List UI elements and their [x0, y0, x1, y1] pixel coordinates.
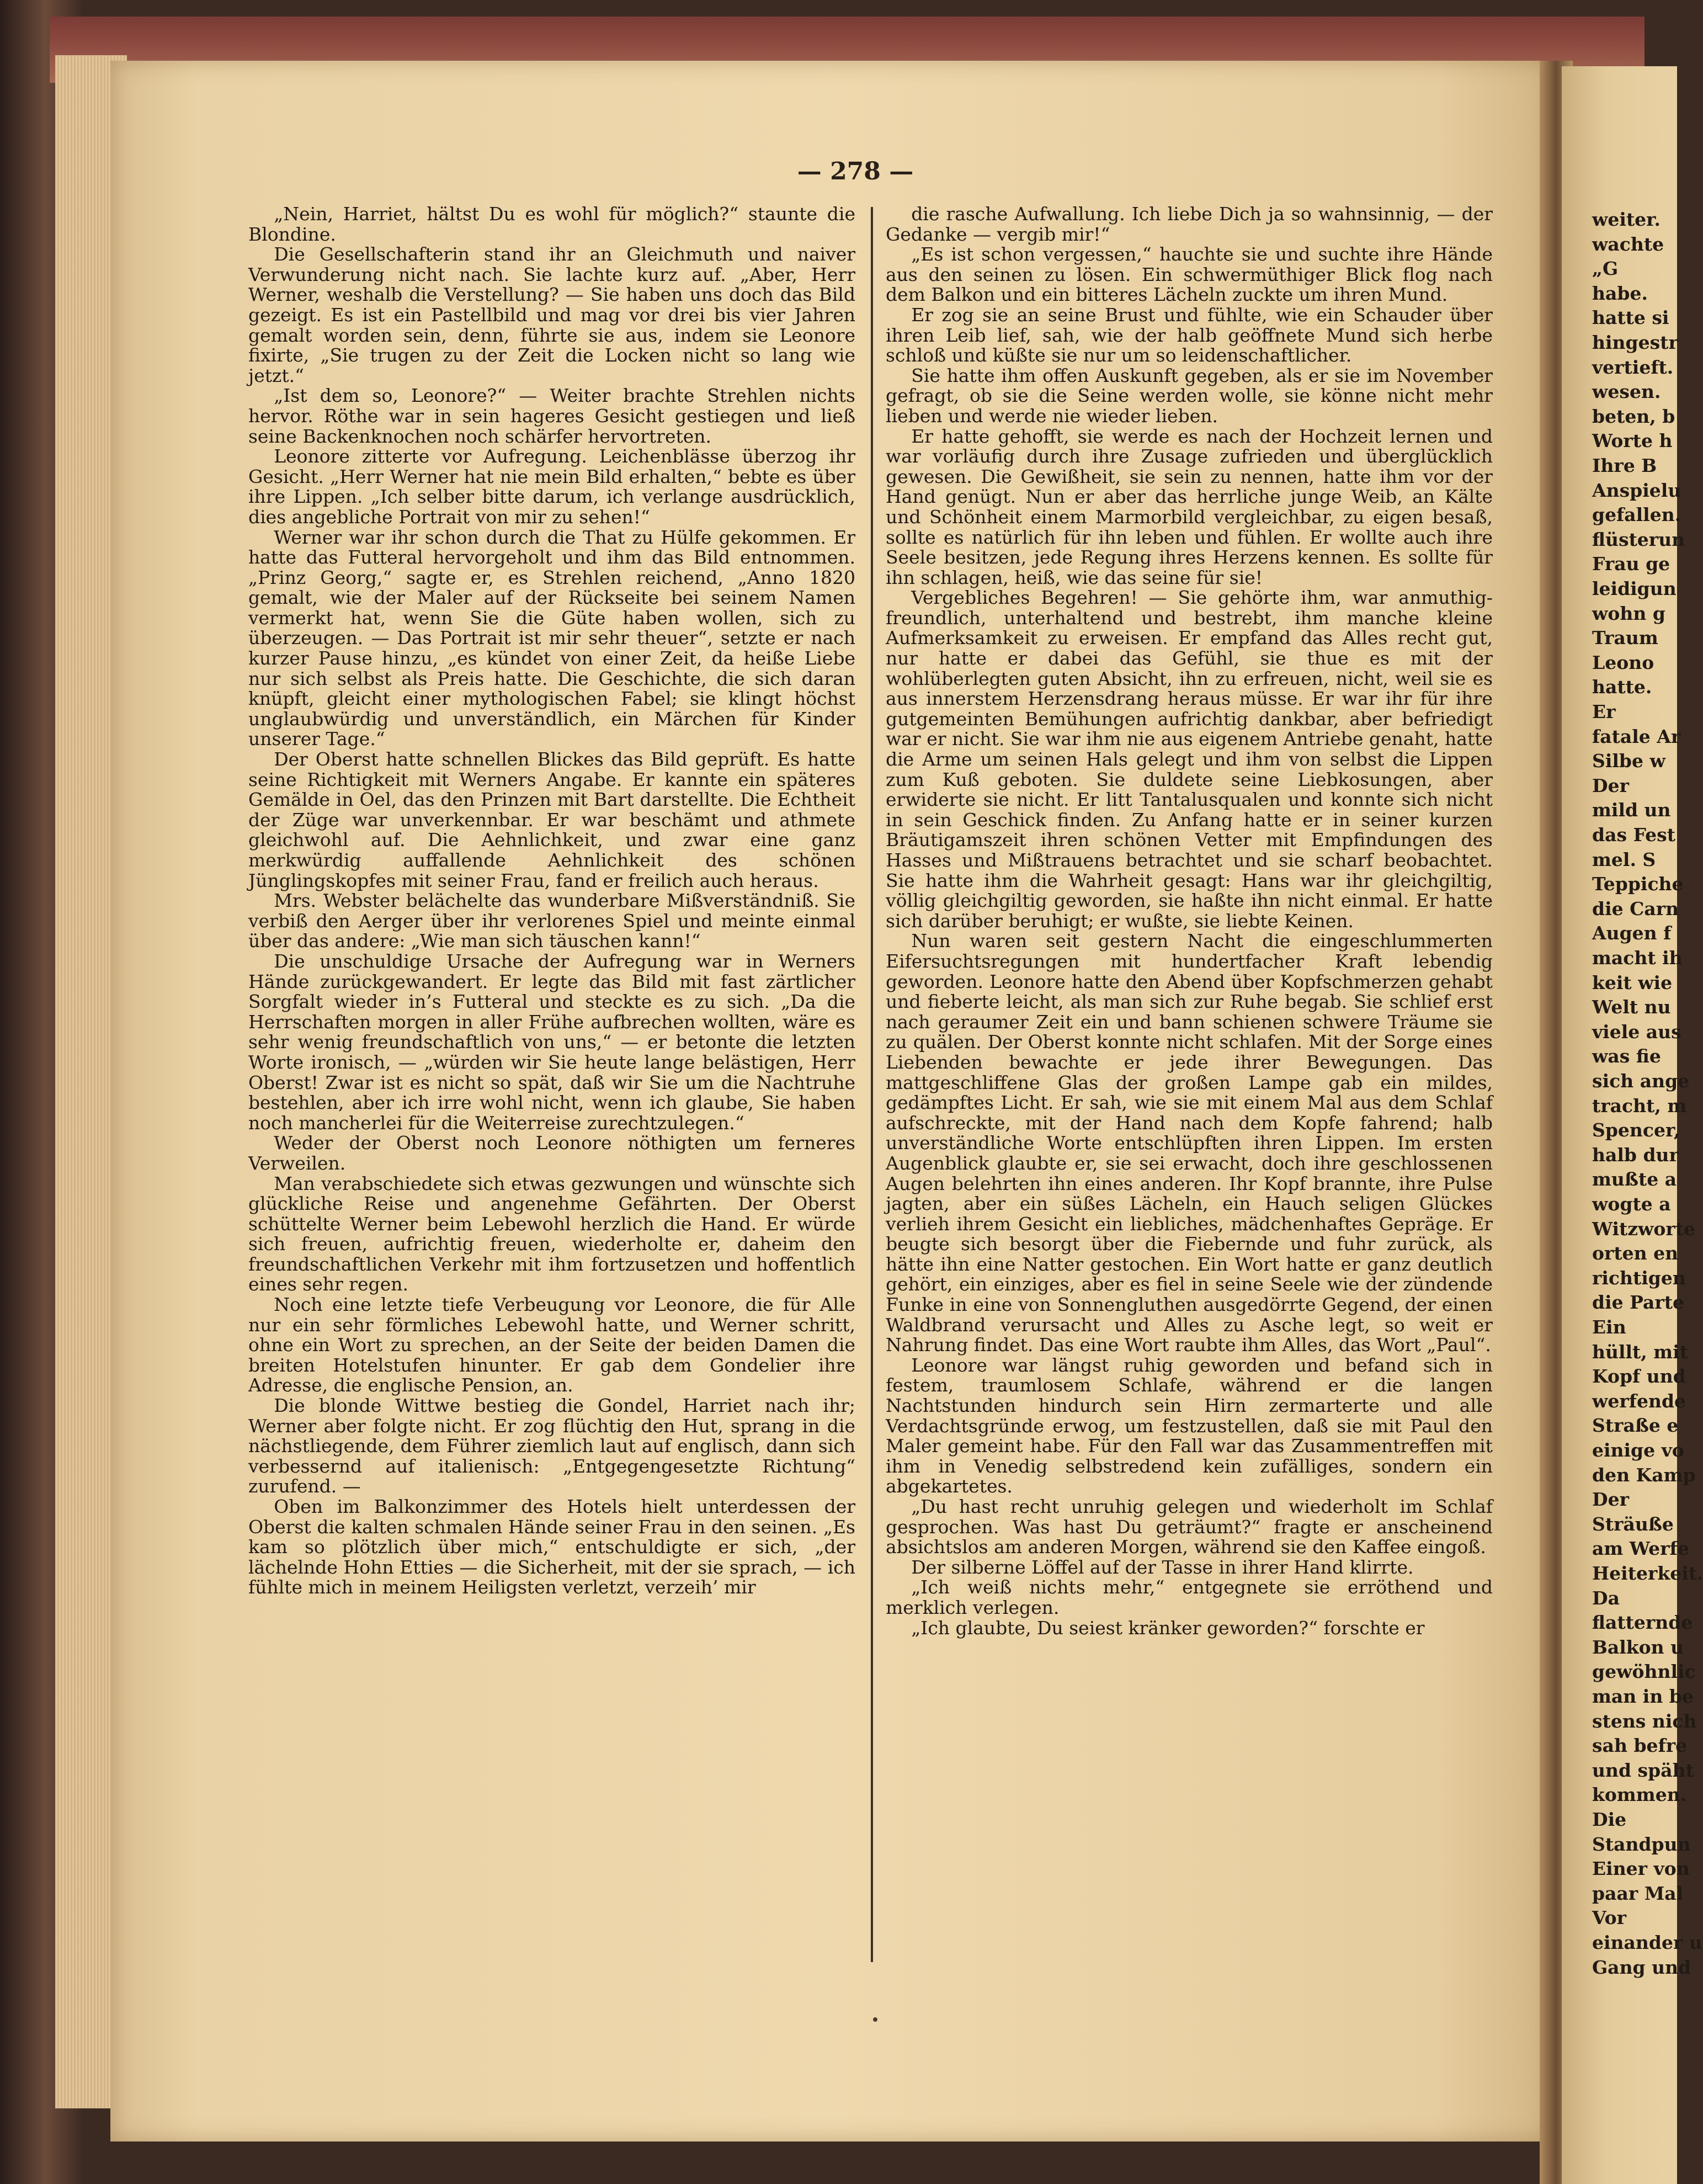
- adjacent-page-line: einander u: [1592, 1932, 1702, 1953]
- adjacent-page-line: hatte si: [1592, 307, 1669, 329]
- paragraph: Der Oberst hatte schnellen Blickes das Bild geprüft. Es hatte seine Richtigkeit mit Werners Angabe. Er kannte ein späteres Gemälde in Oel, das den Prinzen mit Bart darstellte. Die Echtheit der Züge war unverkennbar. Er war beschämt und athmete gleichwohl auf. Die Aehnlichkeit, und zwar eine ganz merkwürdig auffallende Aehnlichkeit des schönen Jünglingskopfes mit seiner Frau, fand er freilich auch heraus.: [248, 748, 855, 891]
- adjacent-page-line: wachte: [1592, 233, 1664, 255]
- paragraph: Die Gesellschafterin stand ihr an Gleichmuth und naiver Verwunderung nicht nach. Sie lachte kurz auf. „Aber, Herr Werner, weshalb die Verstellung? — Sie haben uns doch das Bild gezeigt. Es ist ein Pastellbild und mag vor drei bis vier Jahren gemalt worden sein, denn, führte sie aus, indem sie Leonore fixirte, „Sie trugen zu der Zeit die Locken nicht so lang wie jetzt.“: [248, 243, 855, 386]
- paragraph: „Es ist schon vergessen,“ hauchte sie und suchte ihre Hände aus den seinen zu lösen. Ein schwermüthiger Blick flog nach dem Balkon und ein bitteres Lächeln zuckte um ihren Mund.: [886, 243, 1493, 306]
- adjacent-page-line: hingestr: [1592, 332, 1678, 353]
- adjacent-page-line: Straße e: [1592, 1415, 1679, 1437]
- adjacent-page-line: den Kamp: [1592, 1464, 1696, 1486]
- adjacent-page-line: sah befre: [1592, 1735, 1688, 1757]
- adjacent-page-line: halb dur: [1592, 1144, 1679, 1166]
- adjacent-page-line: was fie: [1592, 1045, 1661, 1067]
- paragraph: „Ich glaubte, Du seiest kränker geworden?“ forschte er: [911, 1617, 1425, 1639]
- adjacent-page-line: macht ih: [1592, 947, 1683, 969]
- ink-dot: [873, 2017, 877, 2022]
- adjacent-page-line: mußte a: [1592, 1168, 1677, 1191]
- paragraph: Man verabschiedete sich etwas gezwungen und wünschte sich glückliche Reise und angenehme Gefährten. Der Oberst schüttelte Werner beim Lebewohl herzlich die Hand. Er würde sich freuen, aufrichtig freuen, wiederholte er, daheim den freundschaftlichen Verkehr mit ihm fortzusetzen und hoffentlich eines sehr regen.: [248, 1172, 855, 1295]
- adjacent-page-line: am Werfe: [1592, 1538, 1689, 1560]
- adjacent-page-line: Die: [1592, 1809, 1627, 1830]
- page-number: — 278 —: [797, 157, 914, 185]
- adjacent-page-line: gefallen.: [1592, 504, 1681, 526]
- adjacent-page-line: Witzworte: [1592, 1218, 1696, 1240]
- adjacent-page-line: Heiterkeit.: [1592, 1563, 1703, 1584]
- paragraph: „Du hast recht unruhig gelegen und wiederholt im Schlaf gesprochen. Was hast Du geträumt?“ fragte er anscheinend absichtslos am anderen Morgen, während sie den Kaffee eingoß.: [886, 1496, 1493, 1558]
- adjacent-page-line: richtigen: [1592, 1267, 1686, 1289]
- adjacent-page-line: Der: [1592, 774, 1629, 796]
- text-column-right: [886, 204, 1493, 1970]
- paragraph: Sie hatte ihm offen Auskunft gegeben, als er sie im November gefragt, ob sie die Seine werden wolle, sie könne nicht mehr lieben und werde nie wieder lieben.: [886, 364, 1493, 427]
- adjacent-page-line: „G: [1592, 258, 1619, 280]
- paragraph: Werner war ihr schon durch die That zu Hülfe gekommen. Er hatte das Futteral hervorgeholt und ihm das Bild entnommen. „Prinz Georg,“ sagte er, es Strehlen reichend, „Anno 1820 gemalt, wie der Maler auf der Rückseite bei seinem Namen vermerkt hat, wenn Sie die Güte haben wollen, sich zu überzeugen. — Das Portrait ist mir sehr theuer“, setzte er nach kurzer Pause hinzu, „es kündet von einer Zeit, da heiße Liebe nur sich selbst als Preis hatte. Die Geschichte, die sich daran knüpft, gleicht einer mythologischen Fabel; sie klingt höchst unglaubwürdig und unverständlich, ein Märchen für Kinder unserer Tage.“: [248, 526, 855, 750]
- adjacent-page-line: Worte h: [1592, 430, 1673, 452]
- paragraph: die rasche Aufwallung. Ich liebe Dich ja so wahnsinnig, — der Gedanke — vergib mir!“: [886, 203, 1493, 245]
- adjacent-page-line: man in be: [1592, 1686, 1694, 1707]
- adjacent-page-line: Da: [1592, 1587, 1620, 1609]
- adjacent-page-line: gewöhnlic: [1592, 1661, 1696, 1683]
- column-divider: [871, 207, 873, 1962]
- adjacent-page-line: stens nich: [1592, 1710, 1697, 1732]
- adjacent-page-line: mild un: [1592, 799, 1671, 821]
- adjacent-page-line: Standpun: [1592, 1833, 1691, 1855]
- adjacent-page-line: tracht, m: [1592, 1094, 1687, 1117]
- adjacent-page-line: habe.: [1592, 282, 1648, 304]
- adjacent-page-line: und späht: [1592, 1759, 1694, 1781]
- adjacent-page-line: flüsterun: [1592, 528, 1685, 550]
- adjacent-page-line: Ein: [1592, 1316, 1626, 1338]
- paragraph: Die unschuldige Ursache der Aufregung war in Werners Hände zurückgewandert. Er legte das Bild mit fast zärtlicher Sorgfalt wieder in’s Futteral und steckte es zu sich. „Da die Herrschaften morgen in aller Frühe aufbrechen wollten, wäre es sehr wenig freundschaftlich von uns,“ — er betonte die letzten Worte ironisch, — „würden wir Sie heute lange belästigen, Herr Oberst! Zwar ist es nicht so spät, daß wir Sie um die Nachtruhe bestehlen, aber ich irre wohl nicht, wenn ich glaube, Sie haben noch mancherlei für die Weiterreise zurechtzulegen.“: [248, 950, 855, 1134]
- paragraph: Die blonde Wittwe bestieg die Gondel, Harriet nach ihr; Werner aber folgte nicht. Er zog flüchtig den Hut, sprang in die nächstliegende, dem Führer ziemlich laut auf englisch, dann sich verbessernd auf italienisch: „Entgegengesetzte Richtung“ zurufend. —: [248, 1395, 855, 1497]
- adjacent-page-line: Sträuße: [1592, 1513, 1674, 1535]
- adjacent-page-line: Vor: [1592, 1907, 1626, 1929]
- adjacent-page-line: paar Mal: [1592, 1882, 1684, 1904]
- adjacent-page-line: sich ange: [1592, 1070, 1690, 1092]
- paragraph: Vergebliches Begehren! — Sie gehörte ihm, war anmuthig-freundlich, unterhaltend und bestrebt, ihm manche kleine Aufmerksamkeit zu erweisen. Er empfand das Alles recht gut, nur hatte er dabei das Gefühl, sie thue es mit der wohlüberlegten guten Absicht, ihn zu erfreuen, nicht, weil sie es aus innerstem Herzensdrang heraus müsse. Er war ihr für ihre gutgemeinten Bemühungen aufrichtig dankbar, aber befriedigt war er nicht. Sie war ihm nie aus eigenem Antriebe genaht, hatte die Arme um seinen Hals gelegt und ihm von selbst die Lippen zum Kuß geboten. Sie duldete seine Liebkosungen, aber erwiderte sie nicht. Er litt Tantalusqualen und konnte sich nicht in sein Geschick finden. Zu Anfang hatte er in seiner kurzen Bräutigamszeit ihren schönen Vetter mit Empfindungen des Hasses und Mißtrauens betrachtet und sie scharf beobachtet. Sie hatte ihm die Wahrheit gesagt: Hans war ihr gleichgiltig, völlig gleichgiltig geworden, sie haßte ihn nicht einmal. Er hatte sich darüber beruhigt; er wußte, sie liebte Keinen.: [886, 587, 1493, 932]
- paragraph: „Ist dem so, Leonore?“ — Weiter brachte Strehlen nichts hervor. Röthe war in sein hageres Gesicht gestiegen und ließ seine Backenknochen noch schärfer hervortreten.: [248, 385, 855, 447]
- adjacent-page-line: Der: [1592, 1489, 1629, 1511]
- adjacent-page-line: einige vo: [1592, 1439, 1684, 1461]
- adjacent-page-line: Er: [1592, 701, 1616, 722]
- adjacent-page-line: Leono: [1592, 651, 1654, 673]
- adjacent-page-line: wogte a: [1592, 1193, 1671, 1215]
- adjacent-page-line: Welt nu: [1592, 996, 1671, 1018]
- adjacent-page-line: kommen.: [1592, 1784, 1687, 1806]
- adjacent-page-line: Kopf und: [1592, 1365, 1686, 1388]
- adjacent-page-line: keit wie: [1592, 971, 1673, 993]
- adjacent-page-line: viele aus: [1592, 1021, 1681, 1043]
- adjacent-page-line: vertieft.: [1592, 356, 1674, 378]
- adjacent-page-line: Spencer,: [1592, 1119, 1680, 1141]
- adjacent-page-line: flatternde: [1592, 1612, 1693, 1634]
- paragraph: „Ich weiß nichts mehr,“ entgegnete sie erröthend und merklich verlegen.: [886, 1576, 1493, 1618]
- adjacent-page-line: Traum: [1592, 627, 1658, 649]
- adjacent-page-line: leidigun: [1592, 578, 1677, 599]
- adjacent-page-line: hüllt, mit: [1592, 1341, 1688, 1363]
- adjacent-page-line: die Parte: [1592, 1292, 1685, 1314]
- adjacent-page-line: Einer von: [1592, 1858, 1690, 1880]
- adjacent-page-line: Anspielu: [1592, 479, 1681, 501]
- adjacent-page-line: wohn g: [1592, 602, 1665, 624]
- adjacent-page-line: Frau ge: [1592, 553, 1670, 575]
- adjacent-page-line: Balkon u: [1592, 1636, 1684, 1658]
- paragraph: Oben im Balkonzimmer des Hotels hielt unterdessen der Oberst die kalten schmalen Hände seiner Frau in den seinen. „Es kam so plötzlich über mich,“ entschuldigte er sich, „der lächelnde Hohn Etties — die Sicherheit, mit der sie sprach, — ich fühlte mich in meinem Heiligsten verletzt, verzeih’ mir: [248, 1496, 855, 1598]
- paragraph: Leonore zitterte vor Aufregung. Leichenblässe überzog ihr Gesicht. „Herr Werner hat nie mein Bild erhalten,“ bebte es über ihre Lippen. „Ich selber bitte darum, ich verlange ausdrücklich, dies angebliche Portrait von mir zu sehen!“: [248, 445, 855, 528]
- paragraph: Weder der Oberst noch Leonore nöthigten um ferneres Verweilen.: [248, 1132, 855, 1174]
- adjacent-page-line: beten, b: [1592, 405, 1675, 427]
- adjacent-page-line: weiter.: [1592, 209, 1661, 230]
- adjacent-page-line: Silbe w: [1592, 750, 1665, 772]
- adjacent-page-line: Teppiche: [1592, 873, 1684, 895]
- paragraph: Noch eine letzte tiefe Verbeugung vor Leonore, die für Alle nur ein sehr förmliches Lebewohl hatte, und Werner schritt, ohne ein Wort zu sprechen, an der Seite der beiden Damen die breiten Hotelstufen hinunter. Er gab dem Gondelier ihre Adresse, die englische Pension, an.: [248, 1294, 855, 1396]
- paragraph: Mrs. Webster belächelte das wunderbare Mißverständniß. Sie verbiß den Aerger über ihr verlorenes Spiel und meinte einmal über das andere: „Wie man sich täuschen kann!“: [248, 890, 855, 952]
- paragraph: Leonore war längst ruhig geworden und befand sich in festem, traumlosem Schlafe, während er die langen Nachtstunden hindurch sein Hirn zermarterte und alle Verdachtsgründe erwog, um festzustellen, daß sie mit Paul den Maler gemeint habe. Für den Fall war das Zusammentreffen mit ihm in Venedig selbstredend kein zufälliges, sondern ein abgekartetes.: [886, 1354, 1493, 1497]
- paragraph: Er hatte gehofft, sie werde es nach der Hochzeit lernen und war vorläufig durch ihre Zusage zufrieden und überglücklich gewesen. Die Gewißheit, sie sein zu nennen, hatte ihm vor der Hand genügt. Nun er aber das herrliche junge Weib, an Kälte und Schönheit einem Marmorbild vergleichbar, zu eigen besaß, sollte es natürlich für ihn leben und fühlen. Er wollte auch ihre Seele besitzen, jede Regung ihres Herzens kennen. Es sollte für ihn schlagen, heiß, wie das seine für sie!: [886, 425, 1493, 588]
- adjacent-page-line: hatte.: [1592, 676, 1652, 698]
- adjacent-page-line: Gang und: [1592, 1956, 1691, 1978]
- paragraph: Der silberne Löffel auf der Tasse in ihrer Hand klirrte.: [911, 1556, 1414, 1578]
- adjacent-page-line: mel. S: [1592, 848, 1656, 870]
- adjacent-page-line: fatale Ar: [1592, 725, 1681, 747]
- paragraph: Nun waren seit gestern Nacht die eingeschlummerten Eifersuchtsregungen mit hundertfacher Kraft lebendig geworden. Leonore hatte den Abend über Kopfschmerzen gehabt und fieberte leicht, als man sich zur Ruhe begab. Sie schlief erst nach geraumer Zeit ein und bann schienen schwere Träume sie zu quälen. Der Oberst konnte nicht schlafen. Mit der Sorge eines Liebenden bewachte er jede ihrer Bewegungen. Das mattgeschliffene Glas der großen Lampe gab ein mildes, gedämpftes Licht. Er sah, wie sie mit einem Mal aus dem Schlaf aufschreckte, mit der Hand nach dem Kopfe fahrend; halb unverständliche Worte entschlüpften ihren Lippen. Im ersten Augenblick glaubte er, sie sei erwacht, doch ihre geschlossenen Augen belehrten ihn eines anderen. Ihr Kopf brannte, ihre Pulse jagten, aber ein süßes Lächeln, ein Hauch seligen Glückes verlieh ihrem Gesicht ein liebliches, mädchenhaftes Gepräge. Er beugte sich besorgt über die Fiebernde und fuhr zurück, als hätte ihn eine Natter gestochen. Ein Wort hatte er ganz deutlich gehört, ein einziges, aber es fiel in seine Seele wie der zündende Funke in eine von Sonnengluthen ausgedörrte Gegend, der einen Waldbrand verursacht und Alles zu Asche legt, so weit er Nahrung findet. Das eine Wort raubte ihm Alles, das Wort „Paul“.: [886, 930, 1493, 1356]
- paragraph: „Nein, Harriet, hältst Du es wohl für möglich?“ staunte die Blondine.: [248, 203, 855, 245]
- adjacent-page-line: Augen f: [1592, 922, 1672, 944]
- adjacent-page-line: Ihre B: [1592, 455, 1657, 476]
- adjacent-page-line: das Fest: [1592, 824, 1675, 846]
- adjacent-page-line: orten en: [1592, 1242, 1679, 1264]
- adjacent-page-line: wesen.: [1592, 381, 1661, 403]
- adjacent-page-line: die Carn: [1592, 897, 1679, 920]
- paragraph: Er zog sie an seine Brust und fühlte, wie ein Schauder über ihren Leib lief, sah, wie der halb geöffnete Mund sich herbe schloß und küßte sie nur um so leidenschaftlicher.: [886, 304, 1493, 366]
- adjacent-page-line: werfende: [1592, 1390, 1686, 1412]
- text-column-left: [248, 204, 855, 1970]
